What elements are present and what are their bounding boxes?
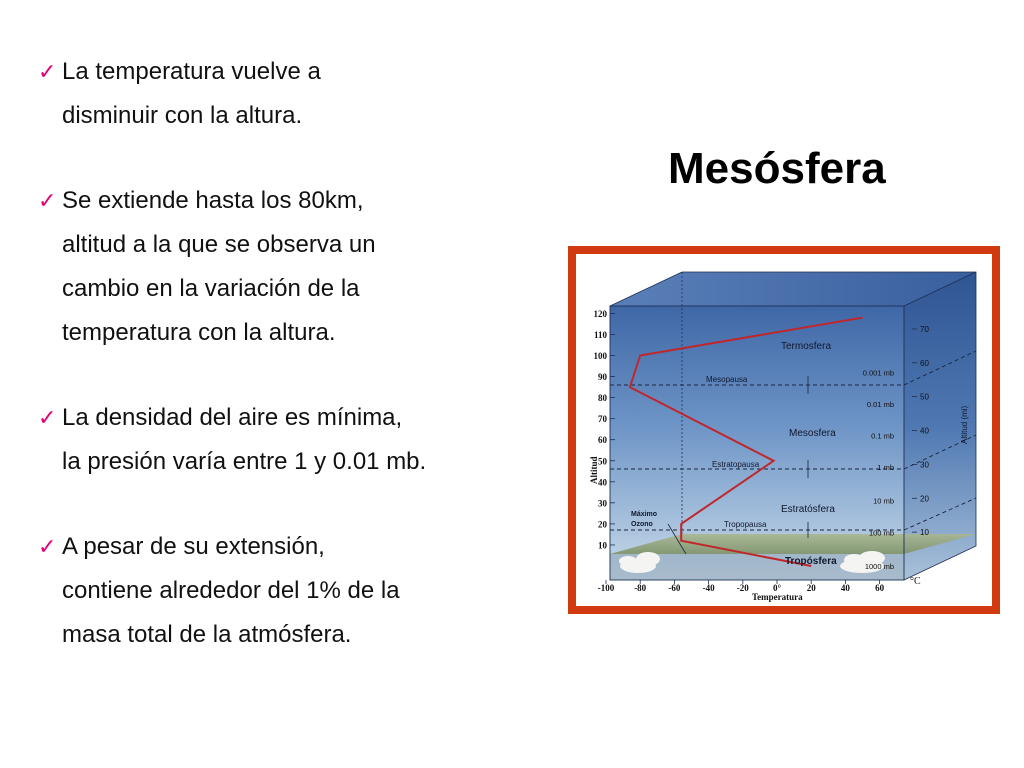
checkmark-icon: ✓ [38,188,57,213]
y-axis-title: Altitud [589,456,599,484]
x-tick-label: -100 [597,583,615,593]
y-tick-label: 60 [598,435,607,446]
y-tick-label: 110 [593,329,607,340]
bullet-line: la presión varía entre 1 y 0.01 mb. [62,448,427,475]
bullet-line: A pesar de su extensión, [62,533,325,560]
layer-label-troposfera: Tropósfera [785,556,837,567]
x-tick-label: -20 [736,583,749,593]
slide-title: Mesósfera [668,144,886,193]
x-tick-label: 20 [806,583,816,593]
bullet-line: cambio en la variación de la [62,275,360,302]
x-tick-label: 0° [772,583,782,593]
right-tick-label: 50 [920,392,929,402]
pressure-label: 0.01 mb [866,399,894,409]
right-tick-label: 40 [920,426,929,436]
right-tick-label: 60 [920,358,929,368]
y-tick-label: 90 [598,372,607,383]
bullet-line: La densidad del aire es mínima, [62,404,403,431]
right-tick-label: 30 [920,460,929,470]
right-tick-label: 70 [920,324,929,334]
bullet-list [38,50,558,657]
layer-label-mesosfera: Mesosfera [789,428,836,439]
checkmark-icon: ✓ [38,59,57,84]
boundary-label-mesopausa: Mesopausa [706,375,748,384]
pressure-label: 100 mb [868,528,894,538]
bullet-item [38,179,558,355]
right-axis-title: Altitud (mi) [960,405,969,444]
checkmark-icon: ✓ [38,534,57,559]
layer-label-estratosfera: Estratósfera [781,504,835,515]
pressure-label: 10 mb [873,496,894,506]
bullet-item [38,396,558,484]
x-tick-label: 60 [875,583,885,593]
y-tick-label: 70 [598,414,607,425]
x-tick-label: -80 [634,583,647,593]
pressure-label: 1 mb [877,463,894,473]
y-tick-label: 50 [598,456,607,467]
bullet-line: contiene alrededor del 1% de la [62,577,400,604]
ozone-label-line-2: Ozono [631,521,653,528]
bullet-line: altitud a la que se observa un [62,231,376,258]
boundary-label-estratopausa: Estratopausa [712,460,760,469]
y-tick-label: 30 [598,498,607,509]
x-axis-title: Temperatura [752,592,803,602]
bullet-line: temperatura con la altura. [62,319,336,346]
x-tick-label: -40 [702,583,715,593]
ozone-label-line-1: Máximo [631,511,658,518]
y-tick-label: 10 [598,540,607,551]
x-axis-unit: °C [910,576,921,587]
checkmark-icon: ✓ [38,405,57,430]
bullet-line: Se extiende hasta los 80km, [62,187,364,214]
atmosphere-figure [568,246,1000,614]
right-tick-label: 20 [920,494,929,504]
y-tick-label: 40 [598,477,607,488]
y-tick-label: 20 [598,519,607,530]
y-tick-label: 120 [593,308,607,319]
bullet-item [38,525,558,657]
x-tick-label: -60 [668,583,681,593]
pressure-label: 1000 mb [864,562,894,571]
right-tick-label: 10 [920,528,929,538]
bottom-axis-ticks [598,580,885,593]
pressure-label: 0.001 mb [862,368,894,378]
bullet-line: La temperatura vuelve a [62,58,321,85]
bullet-line: disminuir con la altura. [62,102,303,129]
bullet-line: masa total de la atmósfera. [62,621,352,648]
y-tick-label: 80 [598,393,607,404]
layer-label-termosfera: Termosfera [781,341,832,352]
pressure-label: 0.1 mb [871,431,894,441]
boundary-label-tropopausa: Tropopausa [724,520,767,529]
bullet-item [38,50,558,138]
atmosphere-diagram [576,254,992,606]
y-tick-label: 100 [593,351,607,361]
x-tick-label: 40 [840,583,850,593]
